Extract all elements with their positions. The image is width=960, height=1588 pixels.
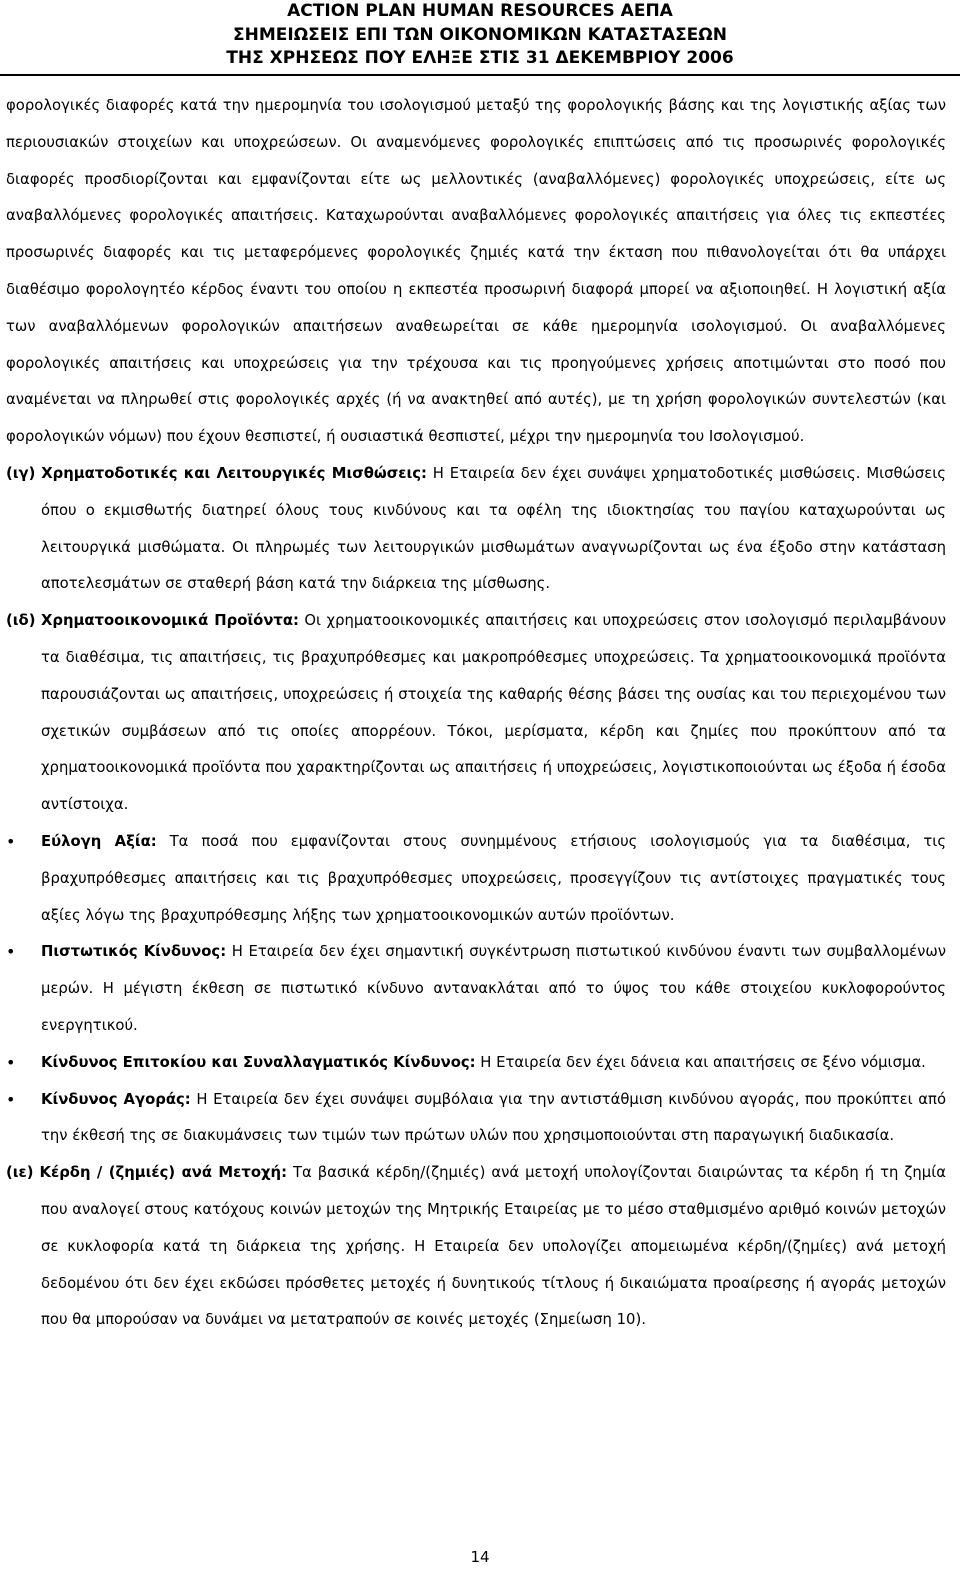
bullet-text: Η Εταιρεία δεν έχει σημαντική συγκέντρωση πιστωτικού κινδύνου έναντι των συμβαλλομένων μερών. Η μέγιστη έκθεση σε πιστωτικό κίνδυνο αντανακλάται από το ύψος του κάθε στοιχείου κυκλοφορούντος ενεργητικού. [41,943,946,1034]
bullet-text: Η Εταιρεία δεν έχει δάνεια και απαιτήσεις σε ξένο νόμισμα. [475,1053,926,1071]
bullet-text: Η Εταιρεία δεν έχει συνάψει συμβόλαια για την αντιστάθμιση κινδύνου αγοράς, που προκύπτει από την έκθεσή της σε διακυμάνσεις των τιμών των πρώτων υλών που χρησιμοποιούνται στη παραγωγική διαδικασία. [41,1090,946,1145]
section-label: (ιγ) [6,464,36,482]
document-body [6,88,946,1339]
bullet-title: Εύλογη Αξία: [41,832,157,850]
header-divider [0,74,960,76]
header-company-name: ACTION PLAN HUMAN RESOURCES ΑΕΠΑ [287,1,673,21]
bullet-title: Κίνδυνος Επιτοκίου και Συναλλαγματικός Κίνδυνος: [41,1053,476,1071]
list-item [6,934,946,1044]
list-item [6,1082,946,1156]
page-number: 14 [470,1548,490,1566]
section-financial-instruments [6,603,946,824]
bullet-icon: • [6,1052,16,1072]
section-earnings-per-share [6,1155,946,1339]
list-item [6,1045,946,1082]
header-fiscal-year: ΤΗΣ ΧΡΗΣΕΩΣ ΠΟΥ ΕΛΗΞΕ ΣΤΙΣ 31 ΔΕΚΕΜΒΡΙΟΥ 2006 [226,48,734,68]
intro-paragraph: φορολογικές διαφορές κατά την ημερομηνία του ισολογισμού μεταξύ της φορολογικής βάσης και της λογιστικής αξίας των περιουσιακών στοιχείων και υποχρεώσεων. Οι αναμενόμενες φορολογικές επιπτώσεις από τις προσωρινές φορολογικές διαφορές προσδιορίζονται και εμφανίζονται είτε ως μελλοντικές (αναβαλλόμενες) φορολογικές υποχρεώσεις, είτε ως αναβαλλόμενες φορολογικές απαιτήσεις. Καταχωρούνται αναβαλλόμενες φορολογικές απαιτήσεις για όλες τις εκπεστέες προσωρινές διαφορές και τις μεταφερόμενες φορολογικές ζημιές κατά την έκταση που πιθανολογείται ότι θα υπάρχει διαθέσιμο φορολογητέο κέρδος έναντι του οποίου η εκπεστέα προσωρινή διαφορά μπορεί να αξιοποιηθεί. Η λογιστική αξία των αναβαλλόμενων φορολογικών απαιτήσεων αναθεωρείται σε κάθε ημερομηνία ισολογισμού. Οι αναβαλλόμενες φορολογικές απαιτήσεις και υποχρεώσεις για την τρέχουσα και τις προηγούμενες χρήσεις αποτιμώνται στο ποσό που αναμένεται να πληρωθεί στις φορολογικές αρχές (ή να ανακτηθεί από αυτές), με τη χρήση φορολογικών συντελεστών (και φορολογικών νόμων) που έχουν θεσπιστεί, ή ουσιαστικά θεσπιστεί, μέχρι την ημερομηνία του Ισολογισμού. [6,97,946,446]
bullet-icon: • [6,1089,16,1109]
section-text: Τα βασικά κέρδη/(ζημιές) ανά μετοχή υπολογίζονται διαιρώντας τα κέρδη ή τη ζημία που αναλογεί στους κατόχους κοινών μετοχών της Μητρικής Εταιρείας με το μέσο σταθμισμένο αριθμό κοινών μετοχών σε κυκλοφορία κατά τη διάρκεια της χρήσης. Η Εταιρεία δεν υπολογίζει απομειωμένα κέρδη/(ζημίες) ανά μετοχή δεδομένου ότι δεν έχει εκδώσει πρόσθετες μετοχές ή δυνητικούς τίτλους ή δικαιώματα προαίρεσης ή αγοράς μετοχών που θα μπορούσαν να δυνάμει να μετατραπούν σε κοινές μετοχές (Σημείωση 10). [41,1164,946,1329]
section-text: Οι χρηματοοικονομικές απαιτήσεις και υποχρεώσεις στον ισολογισμό περιλαμβάνουν τα διαθέσιμα, τις απαιτήσεις, τις βραχυπρόθεσμες και μακροπρόθεσμες υποχρεώσεις. Τα χρηματοοικονομικά προϊόντα παρουσιάζονται ως απαιτήσεις, υποχρεώσεις ή στοιχεία της καθαρής θέσης βάσει της ουσίας και του περιεχομένου των σχετικών συμβάσεων από τις οποίες απορρέουν. Τόκοι, μερίσματα, κέρδη και ζημίες που προκύπτουν από τα χρηματοοικονομικά προϊόντα που χαρακτηρίζονται ως απαιτήσεις ή υποχρεώσεις, λογιστικοποιούνται ως έξοδα ή έσοδα αντίστοιχα. [41,612,946,814]
list-item [6,824,946,934]
section-label: (ιδ) [6,612,36,630]
section-label: (ιε) [6,1164,34,1182]
section-text: Η Εταιρεία δεν έχει συνάψει χρηματοδοτικές μισθώσεις. Μισθώσεις όπου ο εκμισθωτής διατηρεί όλους τους κινδύνους και τα οφέλη της ιδιοκτησίας του παγίου καταχωρούνται ως λειτουργικά μισθώματα. Οι πληρωμές των λειτουργικών μισθωμάτων αναγνωρίζονται ως ένα έξοδο στην κατάσταση αποτελεσμάτων σε σταθερή βάση κατά την διάρκεια της μίσθωσης. [41,464,946,593]
document-header [0,0,960,71]
section-leases [6,456,946,603]
header-notes-title: ΣΗΜΕΙΩΣΕΙΣ ΕΠΙ ΤΩΝ ΟΙΚΟΝΟΜΙΚΩΝ ΚΑΤΑΣΤΑΣΕΩΝ [233,24,727,45]
section-title: Χρηματοοικονομικά Προϊόντα: [40,612,299,630]
section-title: Κέρδη / (ζημιές) ανά Μετοχή: [39,1164,288,1182]
bullet-title: Κίνδυνος Αγοράς: [41,1090,191,1108]
bullet-icon: • [6,942,16,962]
risk-bullet-list [6,824,946,1155]
section-title: Χρηματοδοτικές και Λειτουργικές Μισθώσεις: [41,464,427,482]
bullet-icon: • [6,831,16,851]
bullet-text: Τα ποσά που εμφανίζονται στους συνημμένους ετήσιους ισολογισμούς για τα διαθέσιμα, τις βραχυπρόθεσμες απαιτήσεις και τις βραχυπρόθεσμες υποχρεώσεις, προσεγγίζουν τις αντίστοιχες πραγματικές τους αξίες λόγω της βραχυπρόθεσμης λήξης των χρηματοοικονομικών αυτών προϊόντων. [41,832,947,924]
bullet-title: Πιστωτικός Κίνδυνος: [41,943,227,961]
